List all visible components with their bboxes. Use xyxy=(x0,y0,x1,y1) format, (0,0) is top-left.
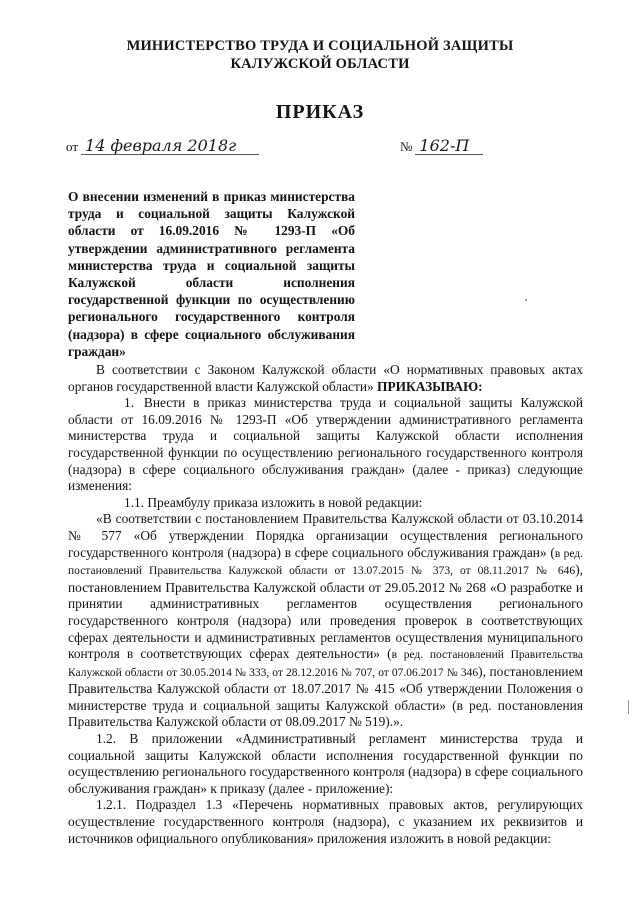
order-body xyxy=(68,362,583,847)
quote-part-b: ), постановлением Правительства Калужской области от 29.05.2012 № 268 «О разработке и принятии административных регламентов осуществления регионального государственного контроля (надзора) или проведения проверок в соответствующих сферах деятельности и административных регламентов осуществления муниципального контроля в соответствующих сферах деятельности» ( xyxy=(68,562,583,662)
paragraph-1-2-1: 1.2.1. Подраздел 1.3 «Перечень нормативных правовых актов, регулирующих осуществление государственного контроля (надзора), с указанием их реквизитов и источников официального опубликования» приложения изложить в новой редакции: xyxy=(68,797,583,846)
ministry-name-line1: МИНИСТЕРСТВО ТРУДА И СОЦИАЛЬНОЙ ЗАЩИТЫ xyxy=(126,38,514,54)
handwritten-date: 14 февраля 2018г xyxy=(81,138,259,155)
quote-amendments-b: в ред. постановлений Правительства Калужской области от 30.05.2014 № 333, от 28.12.2016 № 707, от 07.06.2017 № 346 xyxy=(68,649,583,679)
preamble-order-word: ПРИКАЗЫВАЮ: xyxy=(377,378,483,394)
handwritten-number: 162-П xyxy=(415,138,483,155)
paragraph-1-text: Внести в приказ министерства труда и социальной защиты Калужской области от 16.09.2016 № 1293-П «Об утверждении административного регламента министерства труда и социальной защиты Калужской области исполнения государственной функции по осуществлению регионального государственного контроля (надзора) в сфере социального обслуживания граждан» (далее - приказ) следующие изменения: xyxy=(68,395,583,494)
preamble-text: В соответствии с Законом Калужской области «О нормативных правовых актах органов государственной власти Калужской области» xyxy=(68,362,583,394)
quote-part-c: ), постановлением Правительства Калужской области от 18.07.2017 № 415 «Об утверждении Положения о министерстве труда и социальной защиты Калужской области» (в ред. постановления Правительства Калужской области от 08.09.2017 № 519).». xyxy=(68,663,583,730)
order-date xyxy=(66,138,259,155)
quote-part-a: «В соответствии с постановлением Правительства Калужской области от 03.10.2014 № 577 «Об утверждении Порядка организации осуществления регионального государственного контроля (надзора) в сфере социального обслуживания граждан» ( xyxy=(68,511,583,560)
new-preamble-quote xyxy=(68,511,583,731)
date-prefix: от xyxy=(66,139,79,154)
preamble xyxy=(68,362,583,395)
paragraph-1-1-text: Преамбулу приказа изложить в новой редакции: xyxy=(147,494,423,510)
scan-speck xyxy=(525,299,527,301)
paragraph-1-2: 1.2. В приложении «Административный регламент министерства труда и социальной защиты Калужской области исполнения государственной функции по осуществлению регионального государственного контроля (надзора) в сфере социального обслуживания граждан» к приказу (далее - приложение): xyxy=(68,731,583,796)
scan-edge-mark xyxy=(628,700,629,714)
number-prefix: № xyxy=(400,139,413,154)
order-subject: О внесении изменений в приказ министерства труда и социальной защиты Калужской области от 16.09.2016 № 1293-П «Об утверждении административного регламента министерства труда и социальной защиты Калужской области исполнения государственной функции по осуществлению регионального государственного контроля (надзора) в сфере социального обслуживания граждан» xyxy=(68,189,355,359)
document-type-title: ПРИКАЗ xyxy=(275,101,365,123)
paragraph-1 xyxy=(68,395,583,495)
order-number xyxy=(400,138,483,155)
paragraph-1-1 xyxy=(68,495,583,512)
quote-amendments-a: в ред. постановлений Правительства Калужской области от 13.07.2015 № 373, от 08.11.2017 № 646 xyxy=(68,547,584,578)
ministry-name-line2: КАЛУЖСКОЙ ОБЛАСТИ xyxy=(230,56,410,72)
paragraph-1-1-number: 1.1. xyxy=(124,494,145,510)
paragraph-1-number: 1. xyxy=(124,395,135,411)
